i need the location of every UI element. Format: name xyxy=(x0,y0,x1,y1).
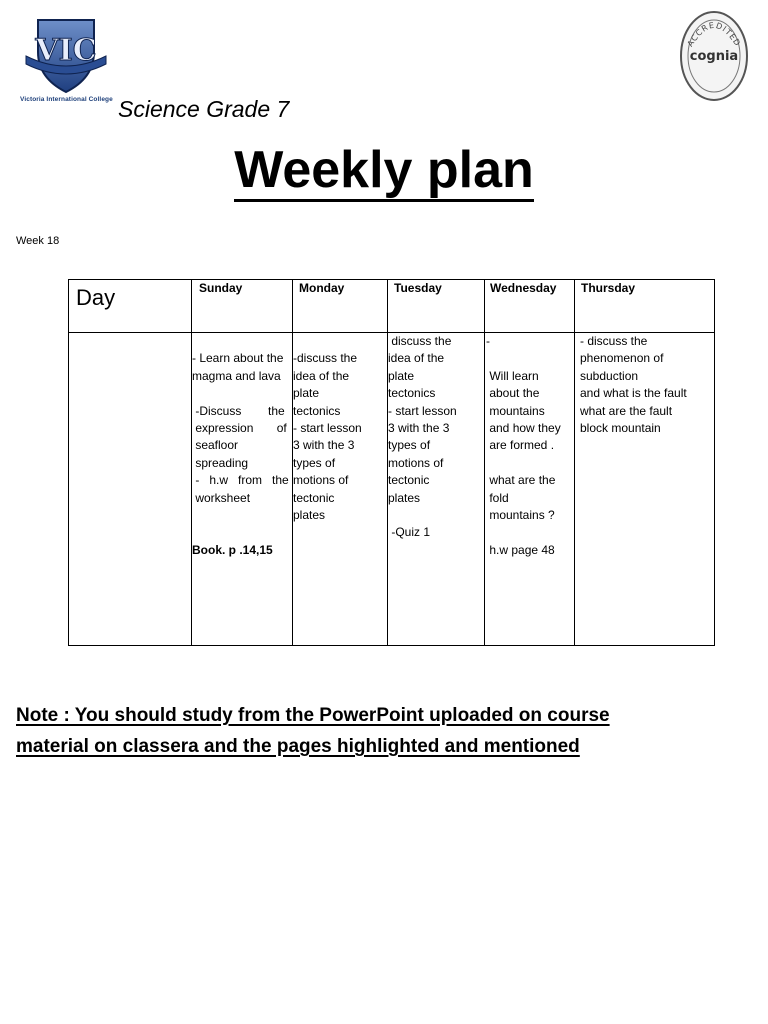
monday-line: tectonic xyxy=(293,490,335,505)
sunday-line: expression of xyxy=(192,421,287,435)
tuesday-line: tectonics xyxy=(388,386,436,401)
wednesday-line xyxy=(486,524,561,541)
thursday-line: and what is the fault xyxy=(580,386,687,401)
monday-line: tectonics xyxy=(293,403,341,418)
sunday-line: spreading xyxy=(192,455,249,470)
tuesday-line xyxy=(388,507,457,524)
wednesday-line: - xyxy=(486,334,490,348)
wednesday-line: Will learn xyxy=(486,368,539,383)
school-logo-letters: VIC xyxy=(35,33,97,68)
school-logo xyxy=(20,16,112,106)
day-header: Day xyxy=(76,285,116,310)
sunday-line xyxy=(192,385,289,402)
header-tuesday: Tuesday xyxy=(394,281,442,295)
sunday-line xyxy=(192,333,289,350)
subject-title: Science Grade 7 xyxy=(118,96,290,122)
seal-brand: cognia xyxy=(689,49,739,64)
header-sunday: Sunday xyxy=(199,281,243,295)
monday-line: 3 with the 3 xyxy=(293,438,355,453)
cell-thursday xyxy=(580,333,687,437)
thursday-line: phenomenon of xyxy=(580,351,664,366)
sunday-line: seafloor xyxy=(192,438,239,453)
wednesday-line: mountains xyxy=(486,403,545,418)
tuesday-line: idea of the xyxy=(388,351,445,366)
header-monday: Monday xyxy=(299,281,345,295)
monday-line: plates xyxy=(293,508,326,523)
accreditation-seal xyxy=(678,10,750,102)
thursday-line: subduction xyxy=(580,368,639,383)
wednesday-line: about the xyxy=(486,386,540,401)
seal-top-text: ACCREDITED xyxy=(685,20,743,49)
study-note xyxy=(16,700,736,762)
thursday-line: - discuss the xyxy=(580,334,648,348)
sunday-line: - Learn about the xyxy=(192,351,284,366)
cell-sunday xyxy=(192,333,289,559)
wednesday-line: and how they xyxy=(486,421,561,436)
monday-line: idea of the xyxy=(293,368,350,383)
cell-monday xyxy=(293,333,362,524)
wednesday-line: h.w page 48 xyxy=(486,542,555,557)
sunday-line: Book. p .14,15 xyxy=(192,542,273,557)
week-label: Week 18 xyxy=(16,235,60,247)
wednesday-line: are formed . xyxy=(486,438,555,453)
tuesday-line: plate xyxy=(388,368,415,383)
note-line-1: Note : You should study from the PowerPoint uploaded on course xyxy=(16,705,610,726)
wednesday-line: fold xyxy=(486,490,509,505)
weekly-plan-table xyxy=(68,279,715,646)
tuesday-line: tectonic xyxy=(388,473,430,488)
tuesday-line: plates xyxy=(388,490,421,505)
sunday-line xyxy=(192,507,289,524)
monday-line: -discuss the xyxy=(293,351,358,366)
monday-line xyxy=(293,333,362,350)
page-title-text: Weekly plan xyxy=(234,141,534,202)
tuesday-line: -Quiz 1 xyxy=(388,525,431,540)
sunday-line: worksheet xyxy=(192,490,251,505)
monday-line: motions of xyxy=(293,473,349,488)
note-line-2: material on classera and the pages highlighted and mentioned xyxy=(16,736,580,757)
school-name: Victoria International College xyxy=(20,96,113,103)
tuesday-line: - start lesson xyxy=(388,403,457,418)
tuesday-line: 3 with the 3 xyxy=(388,421,450,436)
thursday-line: block mountain xyxy=(580,421,661,436)
monday-line: types of xyxy=(293,455,336,470)
sunday-line: -Discuss the xyxy=(192,403,285,418)
wednesday-line: mountains ? xyxy=(486,508,555,523)
wednesday-line xyxy=(486,455,561,472)
table-col-divider xyxy=(484,279,485,646)
header-thursday: Thursday xyxy=(581,281,636,295)
table-border-top xyxy=(68,279,715,280)
cell-tuesday xyxy=(388,333,457,542)
wednesday-line: what are the xyxy=(486,473,556,488)
monday-line: plate xyxy=(293,386,320,401)
table-col-divider xyxy=(574,279,575,646)
thursday-line: what are the fault xyxy=(580,403,673,418)
monday-line: - start lesson xyxy=(293,421,362,436)
sunday-line: - h.w from the xyxy=(192,473,289,488)
page-title xyxy=(0,140,768,200)
tuesday-line: motions of xyxy=(388,455,444,470)
cell-wednesday xyxy=(486,333,561,559)
wednesday-line xyxy=(486,350,561,367)
tuesday-line: discuss the xyxy=(388,334,452,348)
table-border-right xyxy=(714,279,715,646)
table-border-bottom xyxy=(68,645,715,646)
header-wednesday: Wednesday xyxy=(490,281,557,295)
tuesday-line: types of xyxy=(388,438,431,453)
table-border-left xyxy=(68,279,69,646)
sunday-line: magma and lava xyxy=(192,368,281,383)
sunday-line xyxy=(192,524,289,541)
